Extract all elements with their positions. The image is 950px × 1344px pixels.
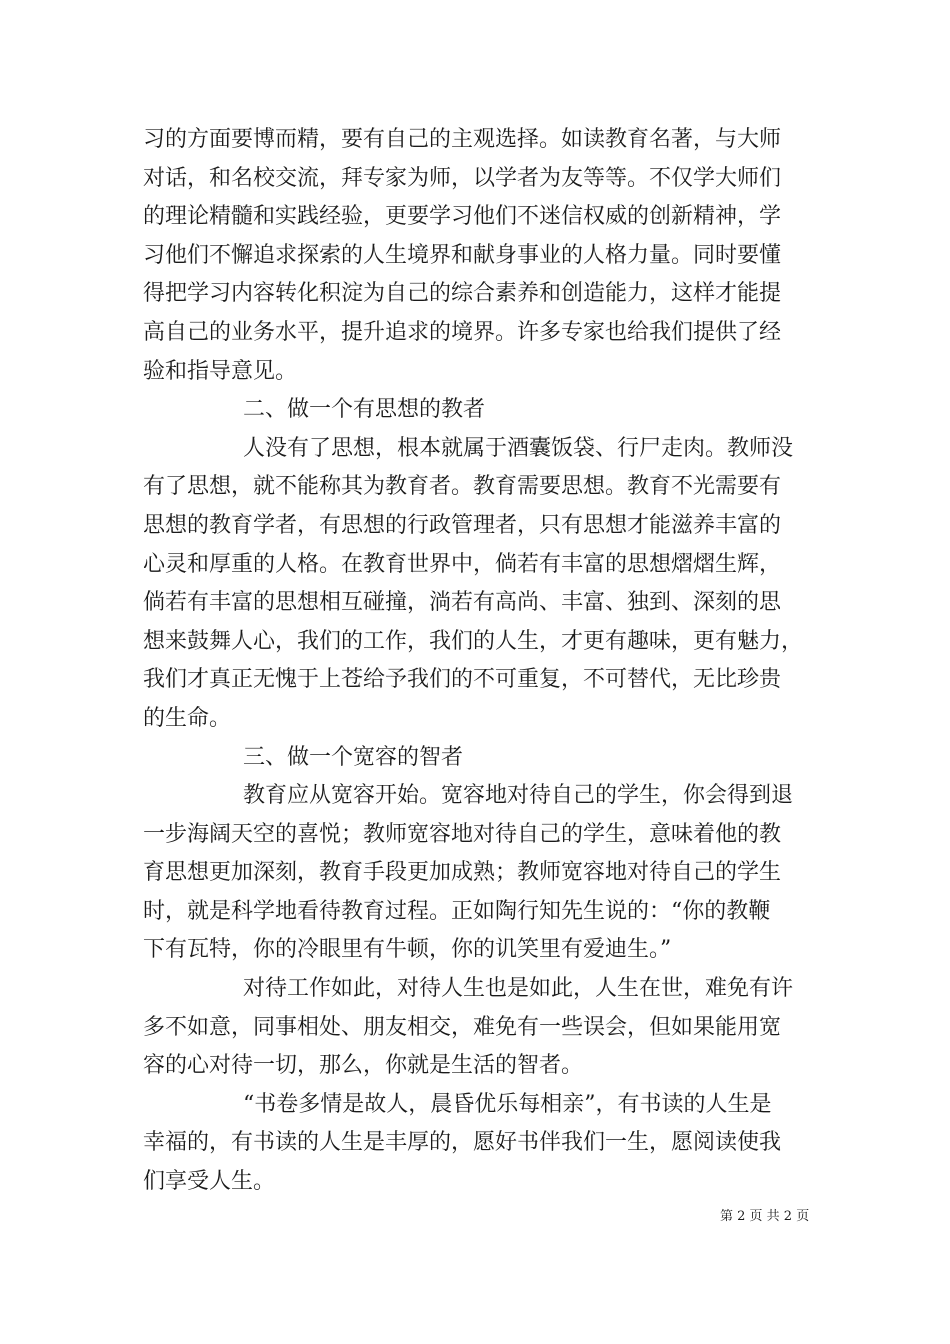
- text-line: 习的方面要博而精，要有自己的主观选择。如读教育名著，与大师: [143, 127, 782, 152]
- text-line: 验和指导意见。: [143, 358, 298, 384]
- body-text: [143, 121, 823, 1202]
- text-line: 有了思想，就不能称其为教育者。教育需要思想。教育不光需要有: [143, 474, 782, 500]
- text-line: 想来鼓舞人心，我们的工作，我们的人生，才更有趣味，更有魅力，: [143, 628, 804, 654]
- text-line: 思想的教育学者，有思想的行政管理者，只有思想才能滋养丰富的: [143, 512, 782, 538]
- text-line: “书卷多情是故人，晨昏优乐每相亲”，有书读的人生是: [243, 1091, 772, 1117]
- section-heading: 二、做一个有思想的教者: [243, 397, 486, 423]
- text-line: 时，就是科学地看待教育过程。正如陶行知先生说的：“你的教鞭: [143, 898, 771, 924]
- text-line: 习他们不懈追求探索的人生境界和献身事业的人格力量。同时要懂: [143, 242, 782, 268]
- section-heading: 三、做一个宽容的智者: [243, 744, 464, 770]
- page-number-footer: 第 2 页 共 2 页: [720, 1209, 810, 1224]
- text-line: 对待工作如此，对待人生也是如此，人生在世，难免有许: [243, 976, 794, 1002]
- text-line: 高自己的业务水平，提升追求的境界。许多专家也给我们提供了经: [143, 319, 782, 345]
- text-line: 教育应从宽容开始。宽容地对待自己的学生，你会得到退: [243, 783, 794, 809]
- text-line: 我们才真正无愧于上苍给予我们的不可重复，不可替代，无比珍贵: [143, 667, 782, 693]
- text-line: 的生命。: [143, 705, 232, 731]
- text-line: 对话，和名校交流，拜专家为师，以学者为友等等。不仅学大师们: [143, 165, 782, 191]
- text-line: 容的心对待一切，那么，你就是生活的智者。: [143, 1053, 584, 1079]
- text-line: 育思想更加深刻，教育手段更加成熟；教师宽容地对待自己的学生: [143, 860, 782, 886]
- text-line: 多不如意，同事相处、朋友相交，难免有一些误会，但如果能用宽: [143, 1014, 782, 1040]
- text-line: 幸福的，有书读的人生是丰厚的，愿好书伴我们一生，愿阅读使我: [143, 1130, 782, 1156]
- text-line: 们享受人生。: [143, 1169, 276, 1195]
- text-line: 人没有了思想，根本就属于酒囊饭袋、行尸走肉。教师没: [243, 435, 794, 461]
- text-line: 倘若有丰富的思想相互碰撞，淌若有高尚、丰富、独到、深刻的思: [143, 590, 782, 616]
- text-line: 得把学习内容转化积淀为自己的综合素养和创造能力，这样才能提: [143, 281, 782, 307]
- text-line: 的理论精髓和实践经验，更要学习他们不迷信权威的创新精神，学: [143, 204, 782, 230]
- text-line: 心灵和厚重的人格。在教育世界中，倘若有丰富的思想熠熠生辉，: [143, 551, 782, 577]
- text-line: 下有瓦特，你的冷眼里有牛顿，你的讥笑里有爱迪生。”: [143, 937, 672, 963]
- text-line: 一步海阔天空的喜悦；教师宽容地对待自己的学生，意味着他的教: [143, 821, 782, 847]
